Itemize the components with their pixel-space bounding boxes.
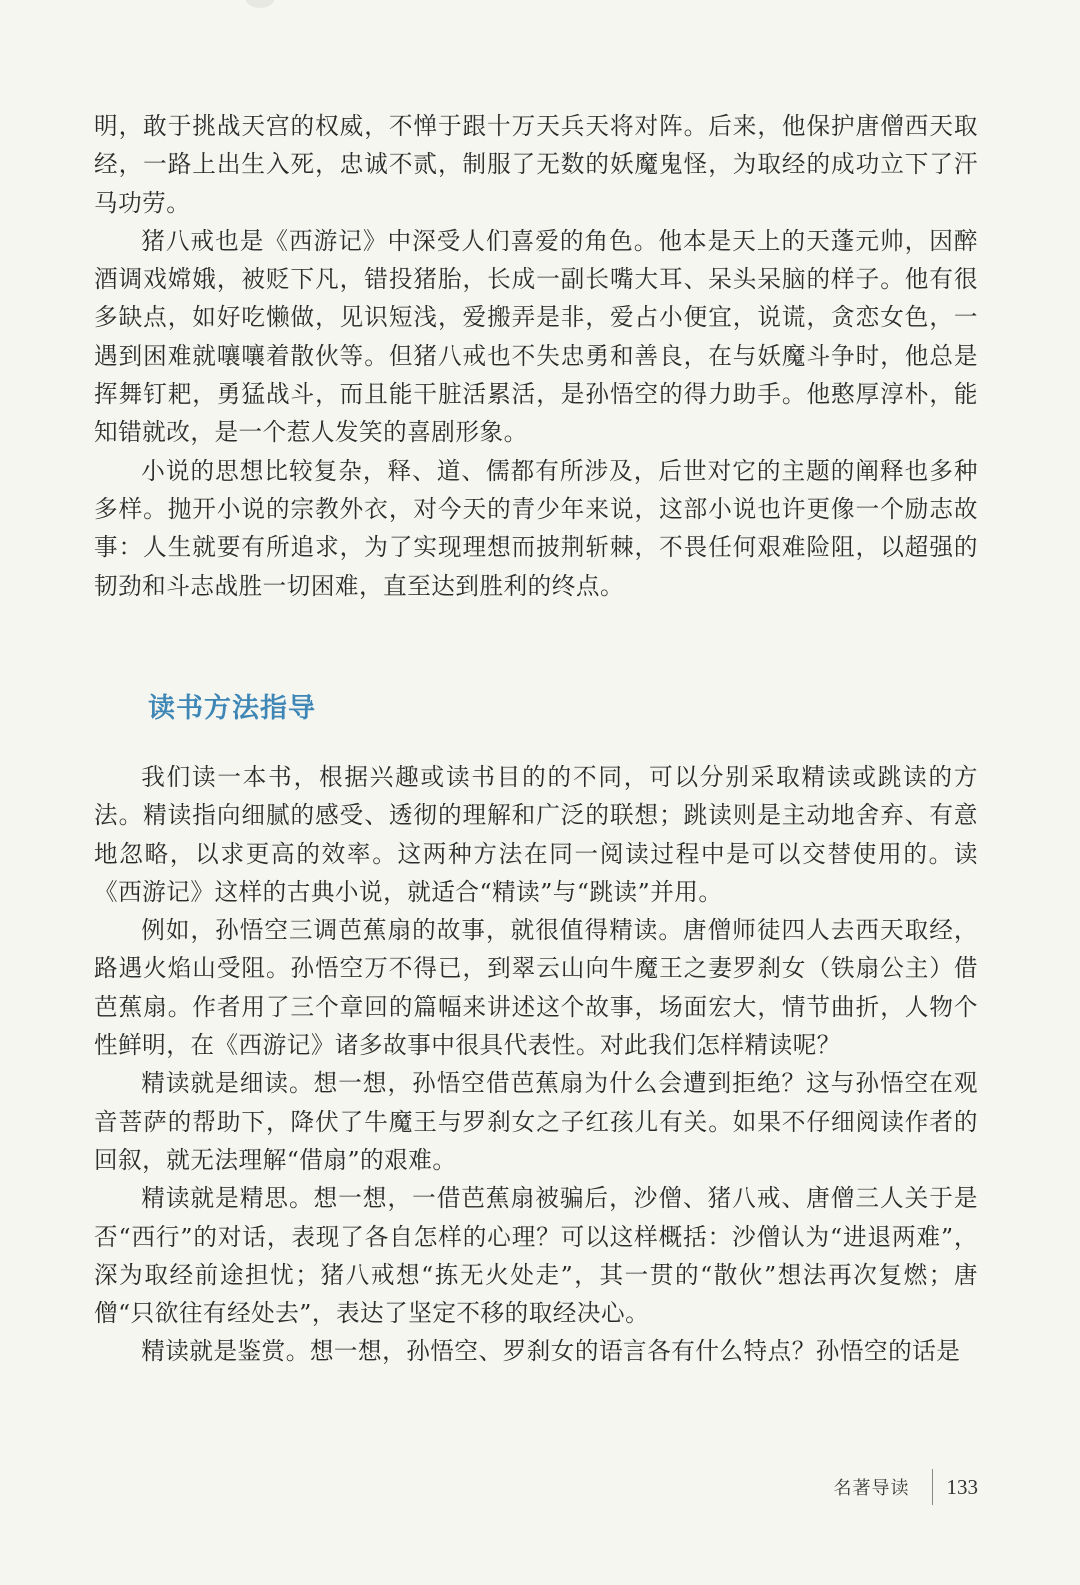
paragraph: 明，敢于挑战天宫的权威，不惮于跟十万天兵天将对阵。后来，他保护唐僧西天取经，一路上出生入死，忠诚不贰，制服了无数的妖魔鬼怪，为取经的成功立下了汗马功劳。 (94, 112, 978, 217)
paragraph: 例如，孙悟空三调芭蕉扇的故事，就很值得精读。唐僧师徒四人去西天取经，路遇火焰山受阻。孙悟空万不得已，到翠云山向牛魔王之妻罗刹女（铁扇公主）借芭蕉扇。作者用了三个章回的篇幅来讲述这个故事，场面宏大，情节曲折，人物个性鲜明，在《西游记》诸多故事中很具代表性。对此我们怎样精读呢？ (94, 916, 978, 1060)
paragraph: 小说的思想比较复杂，释、道、儒都有所涉及，后世对它的主题的阐释也多种多样。抛开小说的宗教外衣，对今天的青少年来说，这部小说也许更像一个励志故事：人生就要有所追求，为了实现理想而披荆斩棘，不畏任何艰难险阻，以超强的韧劲和斗志战胜一切困难，直至达到胜利的终点。 (94, 456, 978, 600)
page-footer (834, 1470, 979, 1504)
paragraph: 我们读一本书，根据兴趣或读书目的的不同，可以分别采取精读或跳读的方法。精读指向细腻的感受、透彻的理解和广泛的联想；跳读则是主动地舍弃、有意地忽略，以求更高的效率。这两种方法在同一阅读过程中是可以交替使用的。读《西游记》这样的古典小说，就适合“精读”与“跳读”并用。 (94, 763, 978, 906)
paragraph: 精读就是精思。想一想，一借芭蕉扇被骗后，沙僧、猪八戒、唐僧三人关于是否“西行”的对话，表现了各自怎样的心理？可以这样概括：沙僧认为“进退两难”，深为取经前途担忧；猪八戒想“拣无火处走”，其一贯的“散伙”想法再次复燃；唐僧“只欲往有经处去”，表达了坚定不移的取经决心。 (94, 1184, 978, 1328)
paragraph: 精读就是鉴赏。想一想，孙悟空、罗刹女的语言各有什么特点？孙悟空的话是 (141, 1337, 961, 1366)
page-number: 133 (946, 1474, 978, 1499)
upper-text-block (94, 107, 978, 605)
section-heading: 读书方法指导 (148, 693, 316, 724)
paragraph: 精读就是细读。想一想，孙悟空借芭蕉扇为什么会遭到拒绝？这与孙悟空在观音菩萨的帮助下，降伏了牛魔王与罗刹女之子红孩儿有关。如果不仔细阅读作者的回叙，就无法理解“借扇”的艰难。 (94, 1069, 978, 1174)
footer-section-label: 名著导读 (833, 1478, 910, 1499)
page-top-mark (245, 0, 275, 8)
paragraph: 猪八戒也是《西游记》中深受人们喜爱的角色。他本是天上的天蓬元帅，因醉酒调戏嫦娥，被贬下凡，错投猪胎，长成一副长嘴大耳、呆头呆脑的样子。他有很多缺点，如好吃懒做，见识短浅，爱搬弄是非，爱占小便宜，说谎，贪恋女色，一遇到困难就嚷嚷着散伙等。但猪八戒也不失忠勇和善良，在与妖魔斗争时，他总是挥舞钉耙，勇猛战斗，而且能干脏活累活，是孙悟空的得力助手。他憨厚淳朴，能知错就改，是一个惹人发笑的喜剧形象。 (94, 226, 978, 447)
footer-divider (932, 1469, 933, 1505)
lower-text-block (94, 758, 978, 1371)
